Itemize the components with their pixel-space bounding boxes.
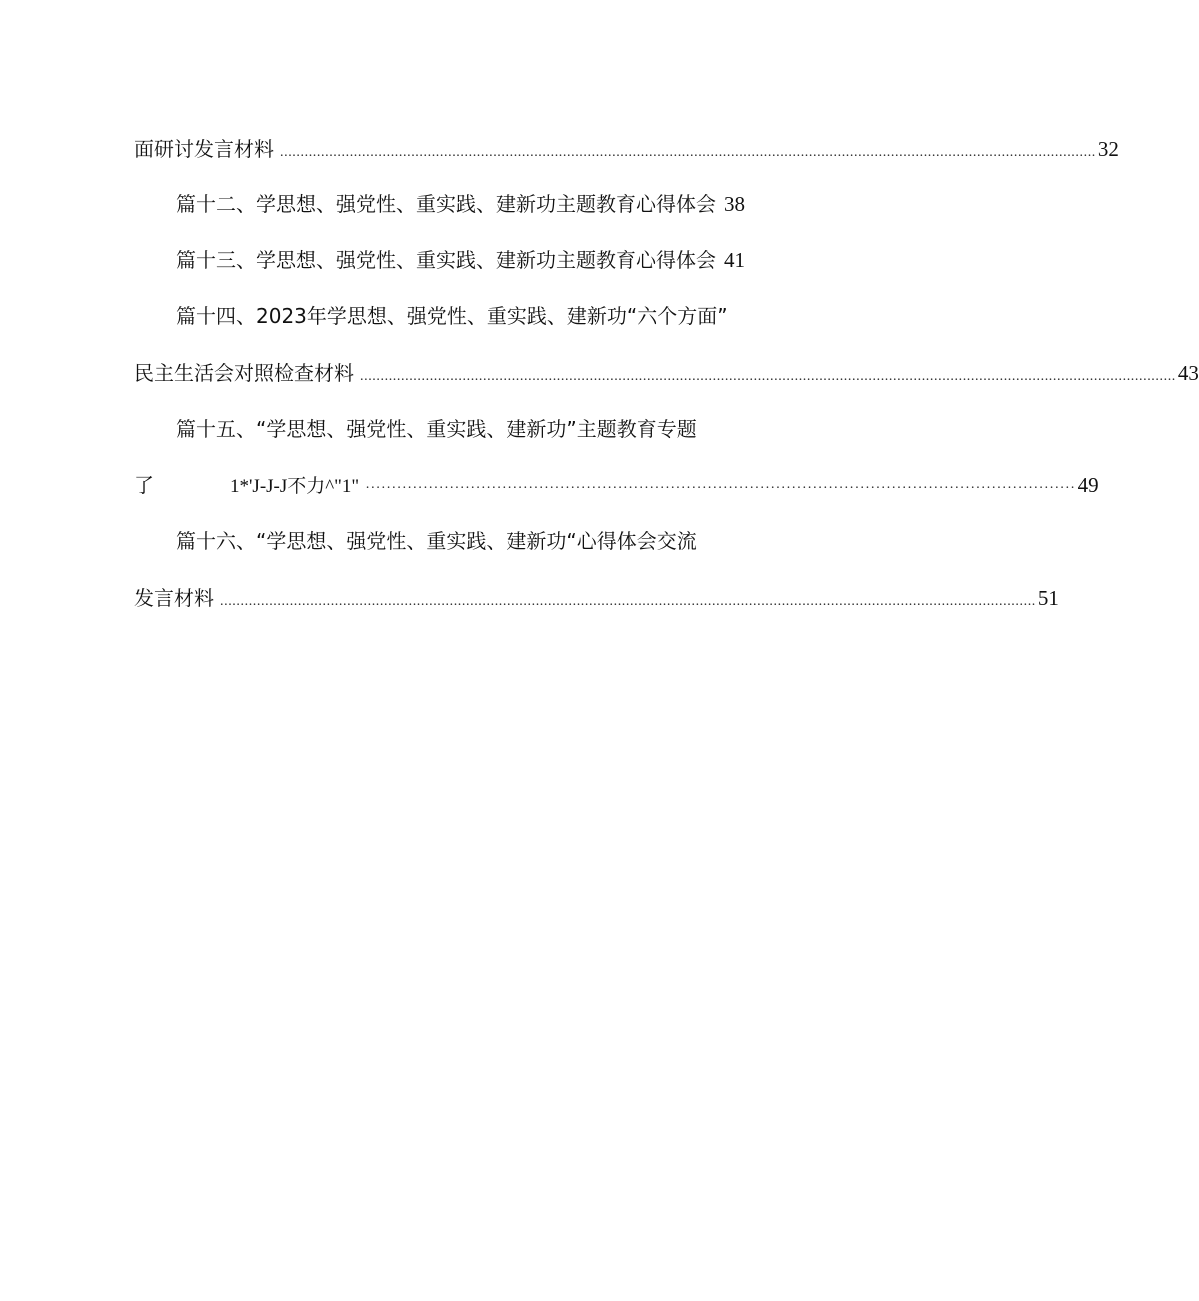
toc-entry-line	[176, 188, 769, 220]
toc-page-number: 41	[724, 248, 745, 272]
toc-entry-line	[134, 357, 1199, 389]
toc-entry-title: 篇十三、学思想、强党性、重实践、建新功主题教育心得体会	[176, 248, 716, 272]
dot-leader: ·······································································································································	[365, 481, 1076, 496]
toc-page-number: 32	[1097, 137, 1119, 161]
toc-entry-line	[176, 244, 769, 276]
toc-entry-line	[176, 413, 769, 445]
toc-page-number: 43	[1177, 361, 1199, 385]
toc-entry-line	[134, 133, 1119, 165]
toc-page-number: 38	[724, 192, 745, 216]
toc-entry-line	[176, 525, 769, 557]
toc-garbled-text: 1*'J-J-J不力^"1"	[230, 476, 360, 497]
toc-entry-title: 篇十六、“学思想、强党性、重实践、建新功“心得体会交流	[176, 529, 697, 553]
toc-entry-title: 篇十四、2023年学思想、强党性、重实践、建新功“六个方面”	[176, 304, 728, 328]
toc-entry-line	[176, 300, 769, 332]
toc-entry-title: 发言材料	[134, 586, 214, 610]
dot-leader: .......................................................................................................................................................................................................	[280, 145, 1096, 160]
toc-entry-title: 面研讨发言材料	[134, 137, 274, 161]
toc-page-number: 49	[1077, 473, 1099, 497]
dot-leader: .......................................................................................................................................................................................................	[220, 594, 1036, 609]
toc-entry-line	[134, 582, 1059, 614]
dot-leader: .......................................................................................................................................................................................................	[360, 369, 1176, 384]
toc-entry-line	[134, 469, 1099, 501]
toc-entry-title: 了	[134, 473, 154, 497]
toc-entry-title: 篇十二、学思想、强党性、重实践、建新功主题教育心得体会	[176, 192, 716, 216]
toc-page-number: 51	[1037, 586, 1059, 610]
toc-entry-title: 篇十五、“学思想、强党性、重实践、建新功”主题教育专题	[176, 417, 697, 441]
toc-entry-title: 民主生活会对照检查材料	[134, 361, 354, 385]
